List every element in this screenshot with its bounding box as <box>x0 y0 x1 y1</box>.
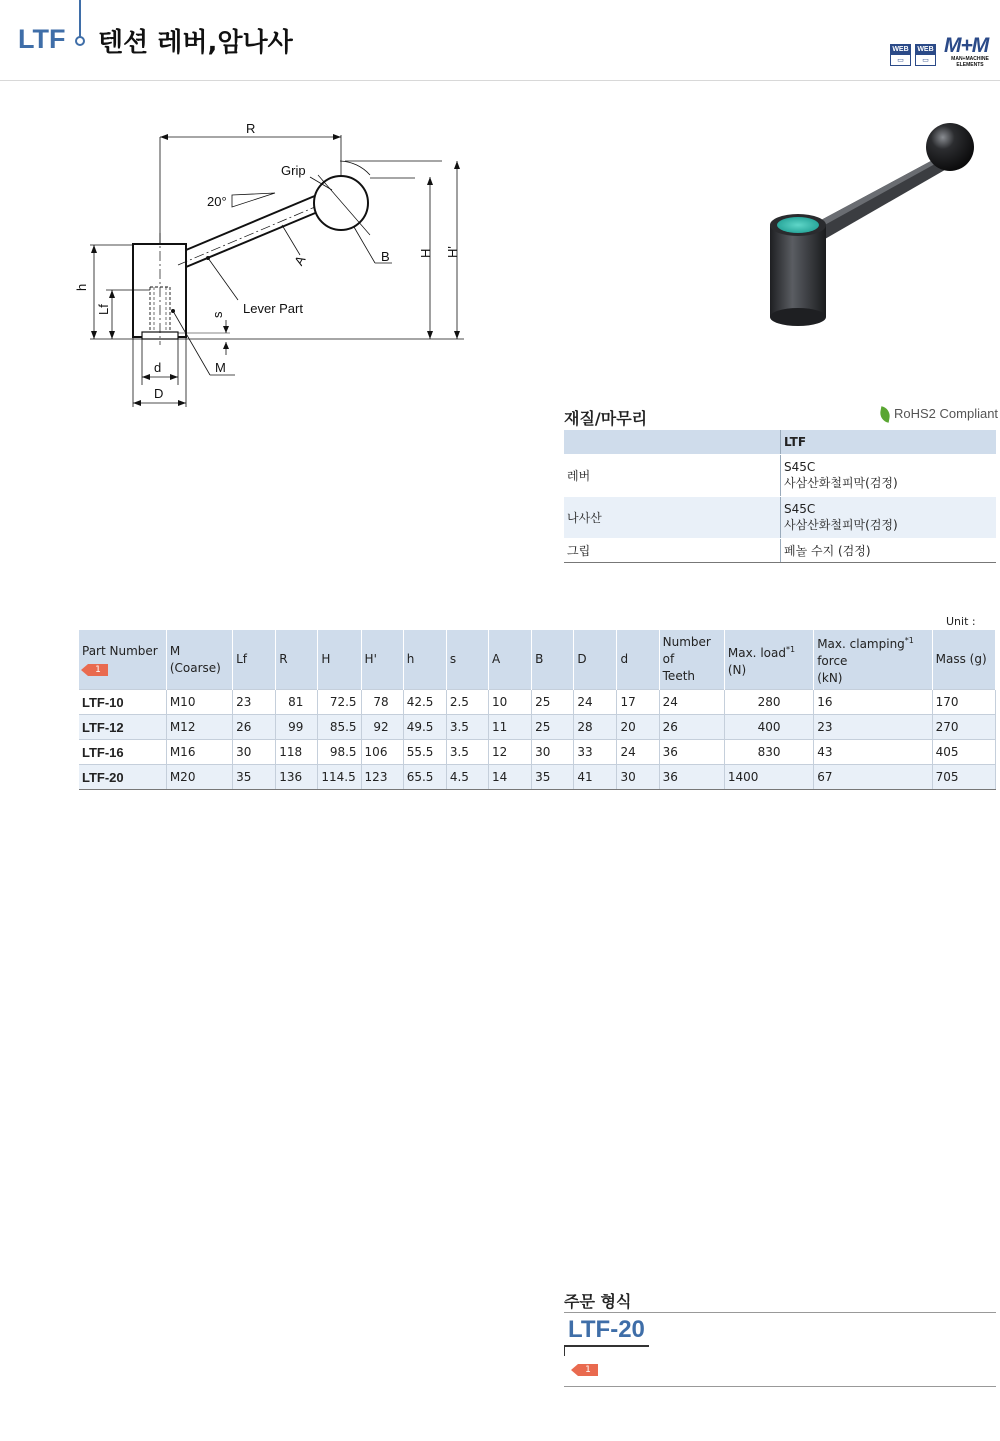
cell-r: 118 <box>276 740 318 765</box>
cell-d-small: 24 <box>617 740 659 765</box>
cell-part-number: LTF-10 <box>79 690 166 715</box>
cell-h-small: 49.5 <box>403 715 446 740</box>
col-max-clamping: Max. clamping$^{*1}$ force (kN) <box>814 630 932 690</box>
material-table <box>564 430 996 563</box>
cell-d-small: 30 <box>617 765 659 790</box>
header-dot <box>75 36 85 46</box>
cell-s: 3.5 <box>446 715 488 740</box>
label-B: B <box>381 249 390 264</box>
cell-h-prime: 78 <box>361 690 403 715</box>
note-tag: 1 <box>578 1364 598 1376</box>
col-h-small: h <box>403 630 446 690</box>
cell-m: M16 <box>166 740 232 765</box>
material-header-ltf: LTF <box>781 430 997 455</box>
product-image <box>760 115 1000 340</box>
cell-part-number: LTF-16 <box>79 740 166 765</box>
label-R: R <box>246 121 256 136</box>
web-badge-label: WEB <box>892 46 909 53</box>
cell-max-load: 830 <box>724 740 813 765</box>
col-h: H <box>318 630 361 690</box>
cell-d-small: 20 <box>617 715 659 740</box>
col-s: s <box>446 630 488 690</box>
cell-d-big: 24 <box>574 690 617 715</box>
cell-d-big: 33 <box>574 740 617 765</box>
rohs-badge <box>880 406 998 422</box>
material-row-value: 페놀 수지 (검정) <box>781 539 997 563</box>
web-badge-2[interactable] <box>915 44 936 66</box>
material-row-name: 나사산 <box>564 497 781 539</box>
cell-max-clamping: 67 <box>814 765 932 790</box>
cell-h: 72.5 <box>318 690 361 715</box>
cell-max-load: 1400 <box>724 765 813 790</box>
col-b: B <box>532 630 574 690</box>
logo-mark: M+M <box>944 34 989 57</box>
spec-header-row <box>79 630 996 690</box>
col-lf: Lf <box>233 630 276 690</box>
cell-m: M12 <box>166 715 232 740</box>
col-h-prime: H' <box>361 630 403 690</box>
material-header-blank <box>564 430 781 455</box>
table-row <box>79 740 996 765</box>
leaf-icon <box>879 406 891 423</box>
cell-b: 30 <box>532 740 574 765</box>
col-m: M (Coarse) <box>166 630 232 690</box>
label-D: D <box>154 386 164 401</box>
material-line: S45C <box>784 502 816 516</box>
rohs-label: RoHS2 Compliant <box>894 406 999 421</box>
cell-s: 3.5 <box>446 740 488 765</box>
label-d: d <box>154 360 162 375</box>
cell-h: 85.5 <box>318 715 361 740</box>
cell-h-small: 55.5 <box>403 740 446 765</box>
material-title: 재질/마무리 <box>564 409 648 428</box>
col-r: R <box>276 630 318 690</box>
table-row <box>79 765 996 790</box>
cell-h-small: 42.5 <box>403 690 446 715</box>
label-angle: 20° <box>207 194 227 209</box>
cell-teeth: 26 <box>659 715 724 740</box>
spec-table <box>79 630 996 790</box>
label-s: s <box>210 311 225 318</box>
logo-text: MAN+MACHINE ELEMENTS <box>951 56 989 68</box>
cell-m: M20 <box>166 765 232 790</box>
col-d-big: D <box>574 630 617 690</box>
cell-r: 81 <box>276 690 318 715</box>
cell-mass: 170 <box>932 690 995 715</box>
cell-lf: 35 <box>233 765 276 790</box>
order-underline <box>564 1345 649 1347</box>
technical-drawing <box>70 115 480 415</box>
cell-d-big: 41 <box>574 765 617 790</box>
label-H-prime: H' <box>445 246 460 258</box>
cell-h: 114.5 <box>318 765 361 790</box>
unit-label: Unit : <box>946 615 976 628</box>
material-row-name: 그립 <box>564 539 781 563</box>
cell-mass: 705 <box>932 765 995 790</box>
table-row <box>79 715 996 740</box>
header-divider <box>79 0 81 38</box>
label-H: H <box>418 248 433 258</box>
material-row-name: 레버 <box>564 455 781 497</box>
page-title: 텐션 레버,암나사 <box>98 28 293 58</box>
header-rule <box>0 80 1000 81</box>
cell-lf: 23 <box>233 690 276 715</box>
label-h: h <box>74 283 89 291</box>
cell-h-small: 65.5 <box>403 765 446 790</box>
cell-h-prime: 123 <box>361 765 403 790</box>
col-mass: Mass (g) <box>932 630 995 690</box>
material-line: 사삼산화철피막(검정) <box>784 476 898 490</box>
cell-b: 25 <box>532 690 574 715</box>
cell-lf: 26 <box>233 715 276 740</box>
cell-r: 136 <box>276 765 318 790</box>
cell-a: 12 <box>489 740 532 765</box>
web-badge-1[interactable] <box>890 44 911 66</box>
cell-max-clamping: 23 <box>814 715 932 740</box>
web-badge-label: WEB <box>917 46 934 53</box>
cell-mass: 270 <box>932 715 995 740</box>
material-row-value <box>781 455 997 497</box>
cell-d-big: 28 <box>574 715 617 740</box>
cell-teeth: 36 <box>659 740 724 765</box>
material-line: 사삼산화철피막(검정) <box>784 518 898 532</box>
material-row-value <box>781 497 997 539</box>
order-tick <box>564 1346 565 1356</box>
order-code: LTF-20 <box>568 1316 645 1343</box>
cell-h: 98.5 <box>318 740 361 765</box>
cell-h-prime: 106 <box>361 740 403 765</box>
col-max-load: Max. load$^{*1}$ (N) <box>724 630 813 690</box>
col-part-number: Part Number 1 <box>79 630 166 690</box>
note-tag: 1 <box>88 664 108 676</box>
product-code: LTF <box>18 24 66 54</box>
cell-max-load: 400 <box>724 715 813 740</box>
cell-part-number: LTF-20 <box>79 765 166 790</box>
monitor-icon: ▭ <box>922 56 929 64</box>
cell-m: M10 <box>166 690 232 715</box>
order-title: 주문 형식 <box>564 1292 632 1311</box>
brand-logo <box>944 36 996 68</box>
cell-h-prime: 92 <box>361 715 403 740</box>
col-d-small: d <box>617 630 659 690</box>
cell-max-clamping: 43 <box>814 740 932 765</box>
cell-max-load: 280 <box>724 690 813 715</box>
cell-teeth: 36 <box>659 765 724 790</box>
cell-a: 11 <box>489 715 532 740</box>
label-Lf: Lf <box>96 304 111 315</box>
cell-part-number: LTF-12 <box>79 715 166 740</box>
label-A: A <box>291 252 309 268</box>
order-tag-wrap <box>572 1357 598 1376</box>
cell-max-clamping: 16 <box>814 690 932 715</box>
cell-a: 14 <box>489 765 532 790</box>
cell-lf: 30 <box>233 740 276 765</box>
material-line: S45C <box>784 460 816 474</box>
cell-teeth: 24 <box>659 690 724 715</box>
table-row <box>79 690 996 715</box>
cell-a: 10 <box>489 690 532 715</box>
col-teeth: Number of Teeth <box>659 630 724 690</box>
cell-d-small: 17 <box>617 690 659 715</box>
label-M: M <box>215 360 226 375</box>
cell-mass: 405 <box>932 740 995 765</box>
cell-s: 4.5 <box>446 765 488 790</box>
cell-r: 99 <box>276 715 318 740</box>
order-rule-top <box>564 1312 996 1313</box>
order-rule-bottom <box>564 1386 996 1387</box>
label-grip: Grip <box>281 163 306 178</box>
label-lever-part: Lever Part <box>243 301 303 316</box>
cell-s: 2.5 <box>446 690 488 715</box>
col-a: A <box>489 630 532 690</box>
monitor-icon: ▭ <box>897 56 904 64</box>
cell-b: 35 <box>532 765 574 790</box>
cell-b: 25 <box>532 715 574 740</box>
